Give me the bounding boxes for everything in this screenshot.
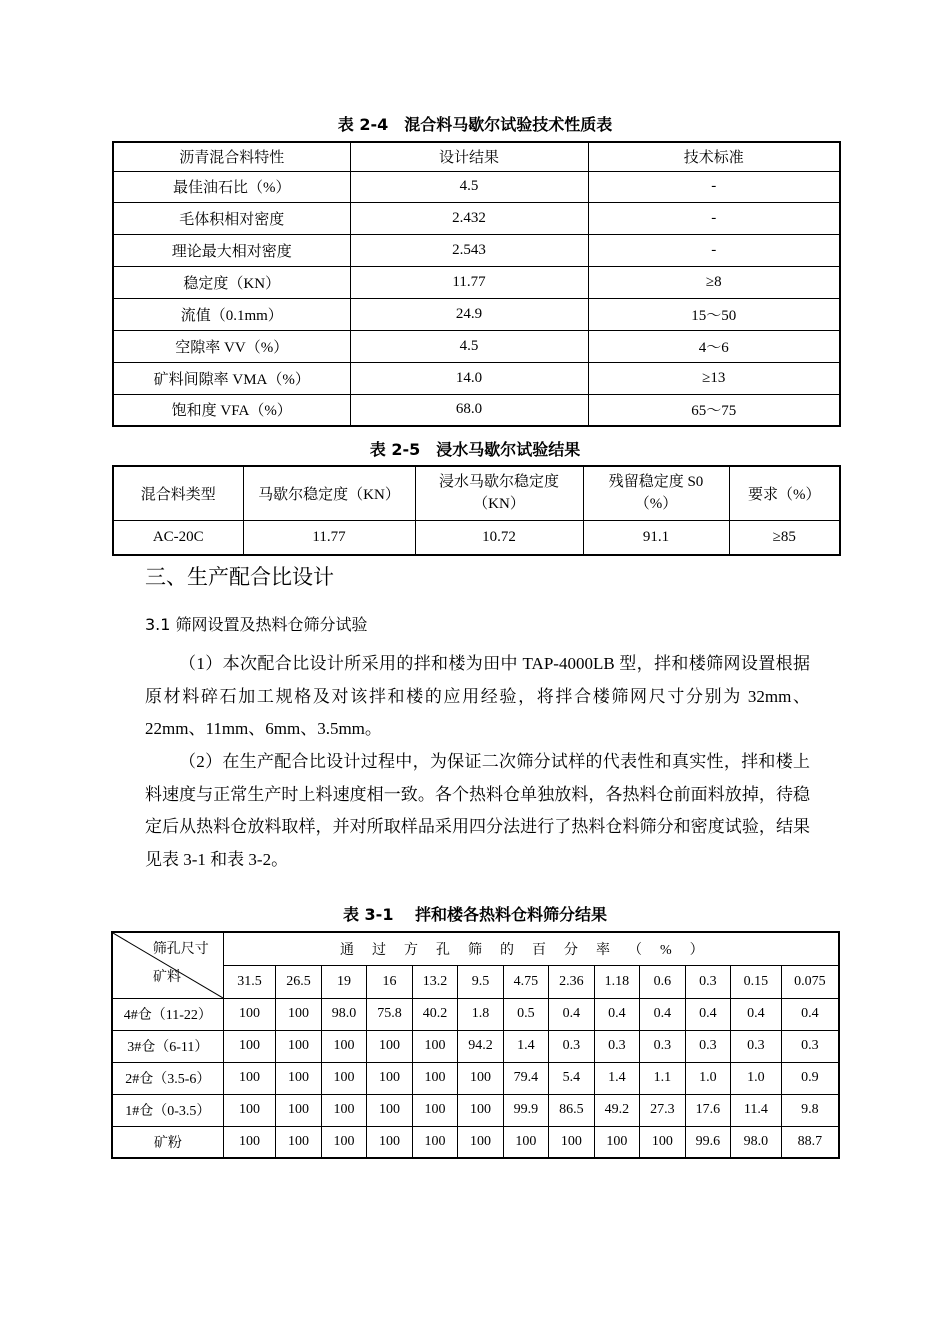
cell: 100 <box>276 998 321 1030</box>
cell: 79.4 <box>503 1062 548 1094</box>
cell: - <box>588 202 840 234</box>
sieve-cell: 4.75 <box>503 965 548 998</box>
cell: 11.77 <box>243 520 415 555</box>
cell: 100 <box>594 1126 639 1158</box>
cell: 100 <box>367 1094 412 1126</box>
table-row <box>113 266 840 298</box>
table-row <box>113 171 840 202</box>
cell: 100 <box>640 1126 685 1158</box>
cell: 100 <box>367 1062 412 1094</box>
cell: 100 <box>321 1126 366 1158</box>
cell: 0.5 <box>503 998 548 1030</box>
cell: 94.2 <box>458 1030 503 1062</box>
cell: - <box>588 171 840 202</box>
paragraph-2: （2）在生产配合比设计过程中，为保证二次筛分试样的代表性和真实性，拌和楼上料速度与正常生产时上料速度相一致。各个热料仓单独放料，各热料仓前面料放掉，待稳定后从热料仓放料取样，并对所取样品采用四分法进行了热料仓料筛分和密度试验，结果见表 3-1 和表 3-2。 <box>145 752 810 869</box>
cell: 100 <box>223 1030 276 1062</box>
cell: 0.3 <box>594 1030 639 1062</box>
cell: 17.6 <box>685 1094 730 1126</box>
cell: 0.3 <box>549 1030 594 1062</box>
sieve-cell: 1.18 <box>594 965 639 998</box>
cell: 空隙率 VV（%） <box>113 330 350 362</box>
cell: 100 <box>321 1062 366 1094</box>
cell: 100 <box>412 1062 457 1094</box>
cell: 0.9 <box>781 1062 839 1094</box>
cell: 0.4 <box>685 998 730 1030</box>
cell: 0.4 <box>549 998 594 1030</box>
table-2-5 <box>112 465 841 556</box>
header-cell: 技术标准 <box>588 142 840 171</box>
table-row <box>112 1062 839 1094</box>
table-3-1-caption: 表 3-1 拌和楼各热料仓料筛分结果 <box>342 905 608 924</box>
cell: 100 <box>276 1094 321 1126</box>
cell: 100 <box>549 1126 594 1158</box>
cell: AC-20C <box>113 520 243 555</box>
cell: 4.5 <box>350 171 588 202</box>
span-header-cell: 通过方孔筛的百分率（%） <box>223 932 839 965</box>
cell: 100 <box>458 1126 503 1158</box>
row-label: 3#仓（6-11） <box>112 1030 223 1062</box>
cell: 0.4 <box>731 998 782 1030</box>
cell: 1.0 <box>685 1062 730 1094</box>
cell: 矿料间隙率 VMA（%） <box>113 362 350 394</box>
sieve-cell: 2.36 <box>549 965 594 998</box>
cell: 100 <box>412 1126 457 1158</box>
header-cell: 残留稳定度 S0（%） <box>583 466 729 520</box>
cell: 11.4 <box>731 1094 782 1126</box>
table-row <box>112 1126 839 1158</box>
cell: 40.2 <box>412 998 457 1030</box>
sieve-cell: 0.6 <box>640 965 685 998</box>
table-2-4-caption: 表 2-4 混合料马歇尔试验技术性质表 <box>337 115 613 134</box>
row-label: 2#仓（3.5-6） <box>112 1062 223 1094</box>
cell: 饱和度 VFA（%） <box>113 394 350 426</box>
cell: 100 <box>276 1062 321 1094</box>
header-cell: 设计结果 <box>350 142 588 171</box>
cell: 91.1 <box>583 520 729 555</box>
cell: 100 <box>223 1062 276 1094</box>
table-row <box>113 394 840 426</box>
cell: 1.8 <box>458 998 503 1030</box>
header-cell: 沥青混合料特性 <box>113 142 350 171</box>
cell: 100 <box>458 1094 503 1126</box>
cell: 0.4 <box>781 998 839 1030</box>
sieve-cell: 13.2 <box>412 965 457 998</box>
cell: 5.4 <box>549 1062 594 1094</box>
cell: 2.432 <box>350 202 588 234</box>
corner-top-label: 筛孔尺寸 <box>152 942 209 957</box>
table-row <box>113 202 840 234</box>
cell: 4.5 <box>350 330 588 362</box>
cell: 0.4 <box>640 998 685 1030</box>
row-label: 1#仓（0-3.5） <box>112 1094 223 1126</box>
cell: 1.4 <box>594 1062 639 1094</box>
cell: 100 <box>412 1030 457 1062</box>
cell: 24.9 <box>350 298 588 330</box>
row-label: 4#仓（11-22） <box>112 998 223 1030</box>
cell: 100 <box>321 1030 366 1062</box>
cell: 0.3 <box>685 1030 730 1062</box>
table-row <box>113 298 840 330</box>
cell: 98.0 <box>731 1126 782 1158</box>
table-row <box>112 998 839 1030</box>
cell: 14.0 <box>350 362 588 394</box>
cell: 1.4 <box>503 1030 548 1062</box>
cell: 2.543 <box>350 234 588 266</box>
table-row <box>113 234 840 266</box>
cell: 100 <box>276 1030 321 1062</box>
cell: 100 <box>458 1062 503 1094</box>
cell: 10.72 <box>415 520 583 555</box>
cell: 9.8 <box>781 1094 839 1126</box>
cell: 1.1 <box>640 1062 685 1094</box>
sieve-cell: 0.15 <box>731 965 782 998</box>
cell: 毛体积相对密度 <box>113 202 350 234</box>
cell: 11.77 <box>350 266 588 298</box>
cell: 0.3 <box>640 1030 685 1062</box>
row-label: 矿粉 <box>112 1126 223 1158</box>
cell: ≥85 <box>729 520 840 555</box>
cell: 理论最大相对密度 <box>113 234 350 266</box>
table-row <box>112 1030 839 1062</box>
cell: 4～6 <box>588 330 840 362</box>
cell: 最佳油石比（%） <box>113 171 350 202</box>
cell: 88.7 <box>781 1126 839 1158</box>
cell: 75.8 <box>367 998 412 1030</box>
cell: 27.3 <box>640 1094 685 1126</box>
cell: 15～50 <box>588 298 840 330</box>
table-row <box>113 520 840 555</box>
sieve-cell: 0.075 <box>781 965 839 998</box>
cell: 99.6 <box>685 1126 730 1158</box>
table-2-5-caption: 表 2-5 浸水马歇尔试验结果 <box>369 440 581 459</box>
cell: 0.4 <box>594 998 639 1030</box>
cell: 99.9 <box>503 1094 548 1126</box>
cell: ≥13 <box>588 362 840 394</box>
cell: - <box>588 234 840 266</box>
sieve-cell: 31.5 <box>223 965 276 998</box>
sieve-cell: 9.5 <box>458 965 503 998</box>
cell: 100 <box>223 998 276 1030</box>
header-cell: 要求（%） <box>729 466 840 520</box>
sieve-cell: 19 <box>321 965 366 998</box>
cell: 100 <box>223 1094 276 1126</box>
table-header-row <box>113 466 840 520</box>
corner-header-cell <box>112 932 223 998</box>
header-cell: 混合料类型 <box>113 466 243 520</box>
table-header-row <box>112 932 839 965</box>
sieve-cell: 16 <box>367 965 412 998</box>
cell: 0.3 <box>731 1030 782 1062</box>
cell: ≥8 <box>588 266 840 298</box>
table-row <box>113 330 840 362</box>
cell: 稳定度（KN） <box>113 266 350 298</box>
table-2-4 <box>112 141 841 427</box>
section-heading: 三、生产配合比设计 <box>145 565 334 589</box>
sieve-cell: 0.3 <box>685 965 730 998</box>
cell: 100 <box>367 1030 412 1062</box>
cell: 100 <box>412 1094 457 1126</box>
table-3-1 <box>111 931 840 1159</box>
cell: 0.3 <box>781 1030 839 1062</box>
table-row <box>112 1094 839 1126</box>
cell: 65～75 <box>588 394 840 426</box>
cell: 流值（0.1mm） <box>113 298 350 330</box>
header-cell: 浸水马歇尔稳定度（KN） <box>415 466 583 520</box>
table-header-row <box>113 142 840 171</box>
cell: 86.5 <box>549 1094 594 1126</box>
cell: 68.0 <box>350 394 588 426</box>
corner-bottom-label: 矿料 <box>153 970 181 985</box>
header-cell: 马歇尔稳定度（KN） <box>243 466 415 520</box>
paragraph-1: （1）本次配合比设计所采用的拌和楼为田中 TAP-4000LB 型，拌和楼筛网设置根据原材料碎石加工规格及对该拌和楼的应用经验，将拌合楼筛网尺寸分别为 32mm、22mm、11mm、6mm、3.5mm。 <box>145 654 810 738</box>
sieve-cell: 26.5 <box>276 965 321 998</box>
cell: 49.2 <box>594 1094 639 1126</box>
cell: 100 <box>276 1126 321 1158</box>
cell: 100 <box>321 1094 366 1126</box>
table-row <box>113 362 840 394</box>
cell: 100 <box>223 1126 276 1158</box>
cell: 1.0 <box>731 1062 782 1094</box>
cell: 98.0 <box>321 998 366 1030</box>
subsection-heading: 3.1 筛网设置及热料仓筛分试验 <box>145 615 368 634</box>
cell: 100 <box>367 1126 412 1158</box>
cell: 100 <box>503 1126 548 1158</box>
